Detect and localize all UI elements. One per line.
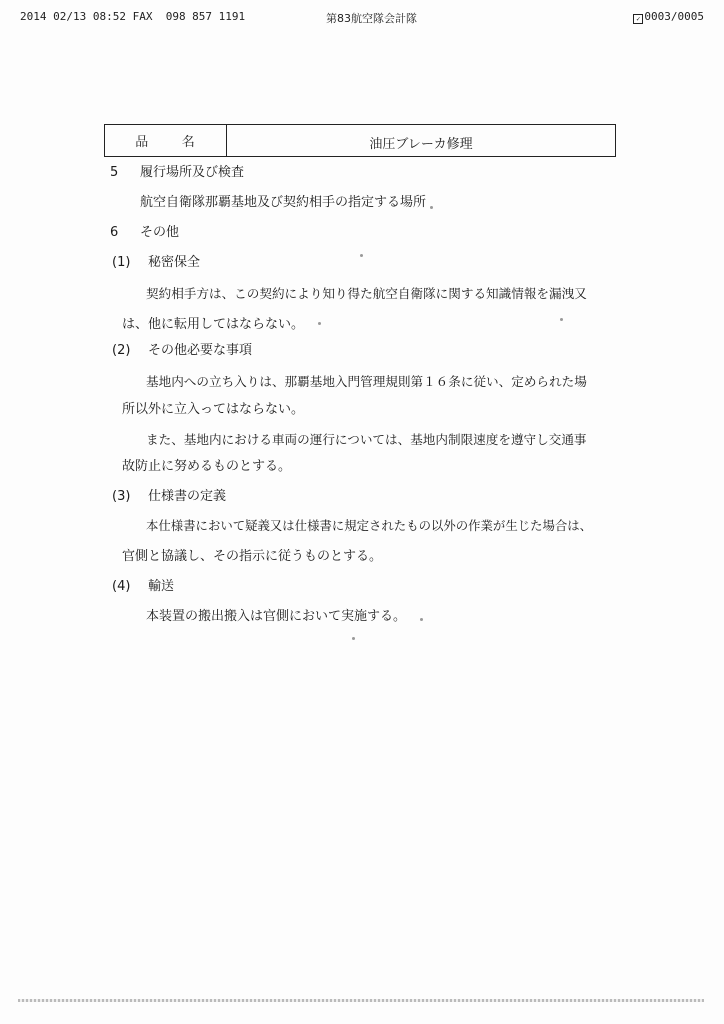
subsection-title: 輸送 [148,579,175,594]
fax-transmission-info: 2014 02/13 08:52 FAX 098 857 1191 [20,10,246,23]
section-number: 5 [110,165,119,180]
checkbox-icon: ✓ [633,14,643,24]
subsection-2-heading [112,344,252,357]
subsection-3-text-line-2: 官側と協議し、その指示に従うものとする。 [122,549,383,564]
subsection-2-text-line-2: 所以外に立入ってはならない。 [122,402,305,417]
subsection-number: (3) [112,489,131,504]
subsection-title: 仕様書の定義 [148,489,227,504]
scan-speck [430,206,433,209]
section-title: その他 [140,225,180,240]
scan-speck [560,318,563,321]
subsection-2-text-line-1: 基地内への立ち入りは、那覇基地入門管理規則第１６条に従い、定められた場 [146,374,587,389]
subsection-2-text-line-3: また、基地内における車両の運行については、基地内制限速度を遵守し交通事 [146,432,587,447]
scan-speck [352,637,355,640]
fax-sender-name: 第83航空隊会計隊 [326,12,417,25]
scan-speck [318,322,321,325]
subsection-number: (1) [112,255,131,270]
section-6-heading [110,226,179,239]
subsection-title: その他必要な事項 [148,343,253,358]
section-title: 履行場所及び検査 [140,165,245,180]
subsection-4-heading [112,580,174,593]
item-name-table [104,124,616,157]
subsection-title: 秘密保全 [148,255,201,270]
scan-speck [360,254,363,257]
subsection-number: (2) [112,343,131,358]
subsection-4-text-line-1: 本装置の搬出搬入は官側において実施する。 [146,609,407,624]
scan-edge-line [18,999,704,1002]
subsection-1-text-line-2: は、他に転用してはならない。 [122,317,305,332]
item-label-char-2: 名 [181,135,196,150]
scan-speck [420,618,423,621]
section-5-heading [110,166,244,179]
item-name-value: 油圧ブレーカ修理 [369,137,473,152]
item-name-label [105,125,227,156]
subsection-3-text-line-1: 本仕様書において疑義又は仕様書に規定されたもの以外の作業が生じた場合は、 [146,518,593,533]
fax-header [20,10,704,30]
section-number: 6 [110,225,119,240]
subsection-1-text-line-1: 契約相手方は、この契約により知り得た航空自衛隊に関する知識情報を漏洩又 [146,286,587,301]
subsection-3-heading [112,490,226,503]
fax-page-number: 0003/0005 [644,10,704,23]
subsection-number: (4) [112,579,131,594]
item-label-char-1: 品 [135,135,150,150]
section-5-text: 航空自衛隊那覇基地及び契約相手の指定する場所 [140,195,427,210]
fax-page-counter [633,10,704,24]
subsection-1-heading [112,256,200,269]
subsection-2-text-line-4: 故防止に努めるものとする。 [122,459,292,474]
